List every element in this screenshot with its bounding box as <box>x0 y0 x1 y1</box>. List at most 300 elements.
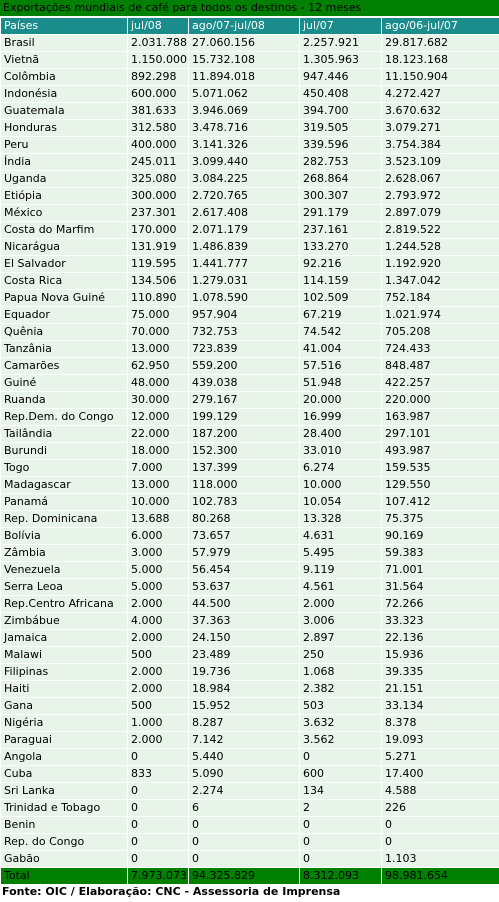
jul07-cell: 5.495 <box>300 545 381 561</box>
jul07-cell: 10.000 <box>300 477 381 493</box>
table-row <box>1 426 499 442</box>
table-row <box>1 375 499 391</box>
country-cell: Rep.Dem. do Congo <box>1 409 127 425</box>
jul08-cell: 22.000 <box>128 426 188 442</box>
country-cell: Ruanda <box>1 392 127 408</box>
country-cell: Zâmbia <box>1 545 127 561</box>
ago06-jul07-cell: 8.378 <box>382 715 499 731</box>
table-row <box>1 290 499 306</box>
jul08-cell: 1.000 <box>128 715 188 731</box>
table-row <box>1 324 499 340</box>
ago07-jul08-cell: 5.090 <box>189 766 299 782</box>
jul08-cell: 62.950 <box>128 358 188 374</box>
jul08-cell: 2.000 <box>128 681 188 697</box>
jul08-cell: 600.000 <box>128 86 188 102</box>
table-row <box>1 579 499 595</box>
country-cell: Vietnã <box>1 52 127 68</box>
ago06-jul07-cell: 3.754.384 <box>382 137 499 153</box>
ago06-jul07-cell: 1.103 <box>382 851 499 867</box>
ago07-jul08-cell: 137.399 <box>189 460 299 476</box>
jul07-cell: 41.004 <box>300 341 381 357</box>
ago07-jul08-cell: 187.200 <box>189 426 299 442</box>
table-row <box>1 766 499 782</box>
country-cell: Haiti <box>1 681 127 697</box>
jul08-cell: 70.000 <box>128 324 188 340</box>
table-row <box>1 596 499 612</box>
table-row <box>1 103 499 119</box>
total-jul07: 8.312.093 <box>300 868 381 884</box>
jul07-cell: 102.509 <box>300 290 381 306</box>
ago06-jul07-cell: 39.335 <box>382 664 499 680</box>
ago06-jul07-cell: 2.897.079 <box>382 205 499 221</box>
jul07-cell: 2.382 <box>300 681 381 697</box>
jul08-cell: 237.301 <box>128 205 188 221</box>
country-cell: Índia <box>1 154 127 170</box>
ago07-jul08-cell: 2.274 <box>189 783 299 799</box>
jul08-cell: 1.150.000 <box>128 52 188 68</box>
country-cell: Guiné <box>1 375 127 391</box>
jul08-cell: 134.506 <box>128 273 188 289</box>
table-row <box>1 205 499 221</box>
jul07-cell: 282.753 <box>300 154 381 170</box>
ago07-jul08-cell: 1.078.590 <box>189 290 299 306</box>
table-row <box>1 715 499 731</box>
jul08-cell: 2.000 <box>128 630 188 646</box>
ago07-jul08-cell: 2.071.179 <box>189 222 299 238</box>
jul07-cell: 51.948 <box>300 375 381 391</box>
ago07-jul08-cell: 23.489 <box>189 647 299 663</box>
jul08-cell: 48.000 <box>128 375 188 391</box>
ago07-jul08-cell: 3.946.069 <box>189 103 299 119</box>
ago07-jul08-cell: 2.617.408 <box>189 205 299 221</box>
jul08-cell: 892.298 <box>128 69 188 85</box>
country-cell: Benin <box>1 817 127 833</box>
jul08-cell: 400.000 <box>128 137 188 153</box>
jul07-cell: 450.408 <box>300 86 381 102</box>
jul07-cell: 394.700 <box>300 103 381 119</box>
table-row <box>1 222 499 238</box>
jul07-cell: 300.307 <box>300 188 381 204</box>
ago07-jul08-cell: 57.979 <box>189 545 299 561</box>
ago06-jul07-cell: 33.323 <box>382 613 499 629</box>
jul08-cell: 7.000 <box>128 460 188 476</box>
total-ago07-jul08: 94.325.829 <box>189 868 299 884</box>
jul08-cell: 500 <box>128 647 188 663</box>
ago06-jul07-cell: 4.272.427 <box>382 86 499 102</box>
table-row <box>1 698 499 714</box>
jul07-cell: 6.274 <box>300 460 381 476</box>
jul07-cell: 2.897 <box>300 630 381 646</box>
ago07-jul08-cell: 279.167 <box>189 392 299 408</box>
table-row <box>1 800 499 816</box>
jul07-cell: 1.068 <box>300 664 381 680</box>
jul07-cell: 133.270 <box>300 239 381 255</box>
ago07-jul08-cell: 5.440 <box>189 749 299 765</box>
jul08-cell: 245.011 <box>128 154 188 170</box>
ago07-jul08-cell: 15.732.108 <box>189 52 299 68</box>
ago07-jul08-cell: 199.129 <box>189 409 299 425</box>
ago07-jul08-cell: 11.894.018 <box>189 69 299 85</box>
jul07-cell: 3.006 <box>300 613 381 629</box>
jul07-cell: 13.328 <box>300 511 381 527</box>
jul08-cell: 0 <box>128 817 188 833</box>
ago07-jul08-cell: 3.099.440 <box>189 154 299 170</box>
jul08-cell: 5.000 <box>128 562 188 578</box>
ago07-jul08-cell: 957.904 <box>189 307 299 323</box>
ago07-jul08-cell: 1.486.839 <box>189 239 299 255</box>
jul08-cell: 2.000 <box>128 664 188 680</box>
ago07-jul08-cell: 118.000 <box>189 477 299 493</box>
jul08-cell: 170.000 <box>128 222 188 238</box>
ago06-jul07-cell: 2.628.067 <box>382 171 499 187</box>
ago06-jul07-cell: 129.550 <box>382 477 499 493</box>
jul07-cell: 600 <box>300 766 381 782</box>
ago06-jul07-cell: 4.588 <box>382 783 499 799</box>
ago06-jul07-cell: 5.271 <box>382 749 499 765</box>
jul08-cell: 119.595 <box>128 256 188 272</box>
table-row <box>1 681 499 697</box>
jul08-cell: 2.031.788 <box>128 35 188 51</box>
ago06-jul07-cell: 11.150.904 <box>382 69 499 85</box>
ago07-jul08-cell: 8.287 <box>189 715 299 731</box>
country-cell: Etiópia <box>1 188 127 204</box>
country-cell: Jamaica <box>1 630 127 646</box>
table-row <box>1 783 499 799</box>
country-cell: Rep. Dominicana <box>1 511 127 527</box>
country-cell: Quênia <box>1 324 127 340</box>
ago06-jul07-cell: 107.412 <box>382 494 499 510</box>
ago06-jul07-cell: 18.123.168 <box>382 52 499 68</box>
ago06-jul07-cell: 1.192.920 <box>382 256 499 272</box>
table-row <box>1 477 499 493</box>
table-row <box>1 511 499 527</box>
table-row <box>1 52 499 68</box>
country-cell: Tanzânia <box>1 341 127 357</box>
table-row <box>1 409 499 425</box>
country-cell: México <box>1 205 127 221</box>
ago07-jul08-cell: 2.720.765 <box>189 188 299 204</box>
jul08-cell: 131.919 <box>128 239 188 255</box>
country-cell: Gabão <box>1 851 127 867</box>
country-cell: Gana <box>1 698 127 714</box>
ago06-jul07-cell: 2.819.522 <box>382 222 499 238</box>
jul07-cell: 67.219 <box>300 307 381 323</box>
table-row <box>1 851 499 867</box>
jul07-cell: 268.864 <box>300 171 381 187</box>
ago07-jul08-cell: 732.753 <box>189 324 299 340</box>
total-ago06-jul07: 98.981.654 <box>382 868 499 884</box>
ago06-jul07-cell: 22.136 <box>382 630 499 646</box>
jul07-cell: 33.010 <box>300 443 381 459</box>
ago07-jul08-cell: 24.150 <box>189 630 299 646</box>
ago06-jul07-cell: 71.001 <box>382 562 499 578</box>
ago06-jul07-cell: 3.523.109 <box>382 154 499 170</box>
table-row <box>1 273 499 289</box>
ago07-jul08-cell: 1.279.031 <box>189 273 299 289</box>
ago06-jul07-cell: 31.564 <box>382 579 499 595</box>
jul07-cell: 339.596 <box>300 137 381 153</box>
ago06-jul07-cell: 493.987 <box>382 443 499 459</box>
ago07-jul08-cell: 6 <box>189 800 299 816</box>
jul08-cell: 2.000 <box>128 596 188 612</box>
table-row <box>1 613 499 629</box>
jul07-cell: 20.000 <box>300 392 381 408</box>
jul08-cell: 0 <box>128 851 188 867</box>
jul08-cell: 0 <box>128 834 188 850</box>
table-row <box>1 392 499 408</box>
jul08-cell: 6.000 <box>128 528 188 544</box>
jul08-cell: 0 <box>128 800 188 816</box>
ago07-jul08-cell: 37.363 <box>189 613 299 629</box>
header-country: Países <box>1 18 127 34</box>
table-title: Exportações mundiais de café para todos os destinos - 12 meses <box>0 0 499 16</box>
jul07-cell: 16.999 <box>300 409 381 425</box>
jul07-cell: 250 <box>300 647 381 663</box>
ago07-jul08-cell: 3.141.326 <box>189 137 299 153</box>
ago06-jul07-cell: 33.134 <box>382 698 499 714</box>
ago07-jul08-cell: 0 <box>189 834 299 850</box>
jul07-cell: 237.161 <box>300 222 381 238</box>
country-cell: Tailândia <box>1 426 127 442</box>
jul07-cell: 92.216 <box>300 256 381 272</box>
country-cell: Colômbia <box>1 69 127 85</box>
jul07-cell: 3.562 <box>300 732 381 748</box>
jul07-cell: 2.257.921 <box>300 35 381 51</box>
ago06-jul07-cell: 1.347.042 <box>382 273 499 289</box>
ago06-jul07-cell: 59.383 <box>382 545 499 561</box>
jul08-cell: 18.000 <box>128 443 188 459</box>
header-ago07-jul08: ago/07-jul/08 <box>189 18 299 34</box>
jul08-cell: 312.580 <box>128 120 188 136</box>
ago06-jul07-cell: 21.151 <box>382 681 499 697</box>
ago07-jul08-cell: 3.478.716 <box>189 120 299 136</box>
ago06-jul07-cell: 1.244.528 <box>382 239 499 255</box>
country-cell: Guatemala <box>1 103 127 119</box>
country-cell: Camarões <box>1 358 127 374</box>
ago06-jul07-cell: 159.535 <box>382 460 499 476</box>
table-row <box>1 307 499 323</box>
ago06-jul07-cell: 29.817.682 <box>382 35 499 51</box>
jul08-cell: 5.000 <box>128 579 188 595</box>
ago07-jul08-cell: 56.454 <box>189 562 299 578</box>
jul08-cell: 0 <box>128 749 188 765</box>
jul07-cell: 0 <box>300 749 381 765</box>
country-cell: Malawi <box>1 647 127 663</box>
country-cell: Zimbábue <box>1 613 127 629</box>
ago06-jul07-cell: 163.987 <box>382 409 499 425</box>
country-cell: Serra Leoa <box>1 579 127 595</box>
ago06-jul07-cell: 422.257 <box>382 375 499 391</box>
country-cell: Nicarágua <box>1 239 127 255</box>
jul08-cell: 0 <box>128 783 188 799</box>
header-jul08: jul/08 <box>128 18 188 34</box>
ago07-jul08-cell: 73.657 <box>189 528 299 544</box>
ago06-jul07-cell: 90.169 <box>382 528 499 544</box>
jul08-cell: 500 <box>128 698 188 714</box>
ago07-jul08-cell: 152.300 <box>189 443 299 459</box>
country-cell: Bolívia <box>1 528 127 544</box>
jul08-cell: 381.633 <box>128 103 188 119</box>
table-row <box>1 630 499 646</box>
total-row <box>1 868 499 884</box>
jul07-cell: 10.054 <box>300 494 381 510</box>
table-row <box>1 834 499 850</box>
table-row <box>1 460 499 476</box>
header-jul07: jul/07 <box>300 18 381 34</box>
country-cell: Panamá <box>1 494 127 510</box>
jul08-cell: 833 <box>128 766 188 782</box>
table-row <box>1 137 499 153</box>
ago06-jul07-cell: 2.793.972 <box>382 188 499 204</box>
country-cell: El Salvador <box>1 256 127 272</box>
ago06-jul07-cell: 705.208 <box>382 324 499 340</box>
ago06-jul07-cell: 297.101 <box>382 426 499 442</box>
ago06-jul07-cell: 848.487 <box>382 358 499 374</box>
exports-table <box>0 17 499 885</box>
jul07-cell: 947.446 <box>300 69 381 85</box>
ago07-jul08-cell: 102.783 <box>189 494 299 510</box>
jul08-cell: 13.688 <box>128 511 188 527</box>
ago06-jul07-cell: 724.433 <box>382 341 499 357</box>
jul08-cell: 2.000 <box>128 732 188 748</box>
ago06-jul07-cell: 75.375 <box>382 511 499 527</box>
jul07-cell: 503 <box>300 698 381 714</box>
country-cell: Trinidad e Tobago <box>1 800 127 816</box>
country-cell: Cuba <box>1 766 127 782</box>
country-cell: Madagascar <box>1 477 127 493</box>
ago06-jul07-cell: 19.093 <box>382 732 499 748</box>
header-row <box>1 18 499 34</box>
table-row <box>1 494 499 510</box>
jul07-cell: 9.119 <box>300 562 381 578</box>
jul08-cell: 3.000 <box>128 545 188 561</box>
ago07-jul08-cell: 27.060.156 <box>189 35 299 51</box>
country-cell: Indonésia <box>1 86 127 102</box>
table-row <box>1 562 499 578</box>
total-label: Total <box>1 868 127 884</box>
country-cell: Peru <box>1 137 127 153</box>
ago07-jul08-cell: 18.984 <box>189 681 299 697</box>
table-row <box>1 358 499 374</box>
country-cell: Costa do Marfim <box>1 222 127 238</box>
ago07-jul08-cell: 1.441.777 <box>189 256 299 272</box>
ago07-jul08-cell: 15.952 <box>189 698 299 714</box>
jul08-cell: 4.000 <box>128 613 188 629</box>
jul08-cell: 13.000 <box>128 477 188 493</box>
jul07-cell: 319.505 <box>300 120 381 136</box>
table-row <box>1 528 499 544</box>
table-row <box>1 120 499 136</box>
ago07-jul08-cell: 3.084.225 <box>189 171 299 187</box>
country-cell: Brasil <box>1 35 127 51</box>
jul07-cell: 0 <box>300 817 381 833</box>
country-cell: Angola <box>1 749 127 765</box>
ago07-jul08-cell: 0 <box>189 817 299 833</box>
ago06-jul07-cell: 15.936 <box>382 647 499 663</box>
country-cell: Paraguai <box>1 732 127 748</box>
jul07-cell: 2.000 <box>300 596 381 612</box>
ago07-jul08-cell: 80.268 <box>189 511 299 527</box>
table-row <box>1 35 499 51</box>
ago07-jul08-cell: 723.839 <box>189 341 299 357</box>
jul07-cell: 57.516 <box>300 358 381 374</box>
table-row <box>1 171 499 187</box>
jul08-cell: 10.000 <box>128 494 188 510</box>
country-cell: Uganda <box>1 171 127 187</box>
table-body <box>1 35 499 867</box>
ago07-jul08-cell: 439.038 <box>189 375 299 391</box>
country-cell: Burundi <box>1 443 127 459</box>
jul08-cell: 12.000 <box>128 409 188 425</box>
table-row <box>1 545 499 561</box>
country-cell: Costa Rica <box>1 273 127 289</box>
table-row <box>1 256 499 272</box>
jul07-cell: 74.542 <box>300 324 381 340</box>
table-row <box>1 749 499 765</box>
jul07-cell: 134 <box>300 783 381 799</box>
jul07-cell: 4.561 <box>300 579 381 595</box>
ago06-jul07-cell: 3.079.271 <box>382 120 499 136</box>
source-footer: Fonte: OIC / Elaboração: CNC - Assessoria de Imprensa <box>2 885 341 898</box>
jul08-cell: 325.080 <box>128 171 188 187</box>
country-cell: Equador <box>1 307 127 323</box>
jul07-cell: 0 <box>300 834 381 850</box>
table-row <box>1 188 499 204</box>
ago07-jul08-cell: 0 <box>189 851 299 867</box>
ago07-jul08-cell: 7.142 <box>189 732 299 748</box>
table-row <box>1 69 499 85</box>
table-row <box>1 341 499 357</box>
ago06-jul07-cell: 226 <box>382 800 499 816</box>
jul08-cell: 30.000 <box>128 392 188 408</box>
country-cell: Sri Lanka <box>1 783 127 799</box>
ago07-jul08-cell: 19.736 <box>189 664 299 680</box>
jul07-cell: 291.179 <box>300 205 381 221</box>
country-cell: Papua Nova Guiné <box>1 290 127 306</box>
jul07-cell: 4.631 <box>300 528 381 544</box>
country-cell: Togo <box>1 460 127 476</box>
jul08-cell: 13.000 <box>128 341 188 357</box>
table-row <box>1 239 499 255</box>
jul07-cell: 0 <box>300 851 381 867</box>
jul07-cell: 28.400 <box>300 426 381 442</box>
country-cell: Rep. do Congo <box>1 834 127 850</box>
table-row <box>1 732 499 748</box>
ago06-jul07-cell: 72.266 <box>382 596 499 612</box>
country-cell: Filipinas <box>1 664 127 680</box>
table-row <box>1 443 499 459</box>
table-row <box>1 647 499 663</box>
country-cell: Venezuela <box>1 562 127 578</box>
ago06-jul07-cell: 752.184 <box>382 290 499 306</box>
jul07-cell: 1.305.963 <box>300 52 381 68</box>
ago06-jul07-cell: 3.670.632 <box>382 103 499 119</box>
ago06-jul07-cell: 0 <box>382 834 499 850</box>
country-cell: Nigéria <box>1 715 127 731</box>
jul08-cell: 110.890 <box>128 290 188 306</box>
ago06-jul07-cell: 220.000 <box>382 392 499 408</box>
header-ago06-jul07: ago/06-jul/07 <box>382 18 499 34</box>
country-cell: Rep.Centro Africana <box>1 596 127 612</box>
ago06-jul07-cell: 17.400 <box>382 766 499 782</box>
table-row <box>1 86 499 102</box>
ago06-jul07-cell: 1.021.974 <box>382 307 499 323</box>
ago07-jul08-cell: 5.071.062 <box>189 86 299 102</box>
ago06-jul07-cell: 0 <box>382 817 499 833</box>
jul07-cell: 114.159 <box>300 273 381 289</box>
country-cell: Honduras <box>1 120 127 136</box>
table-row <box>1 817 499 833</box>
